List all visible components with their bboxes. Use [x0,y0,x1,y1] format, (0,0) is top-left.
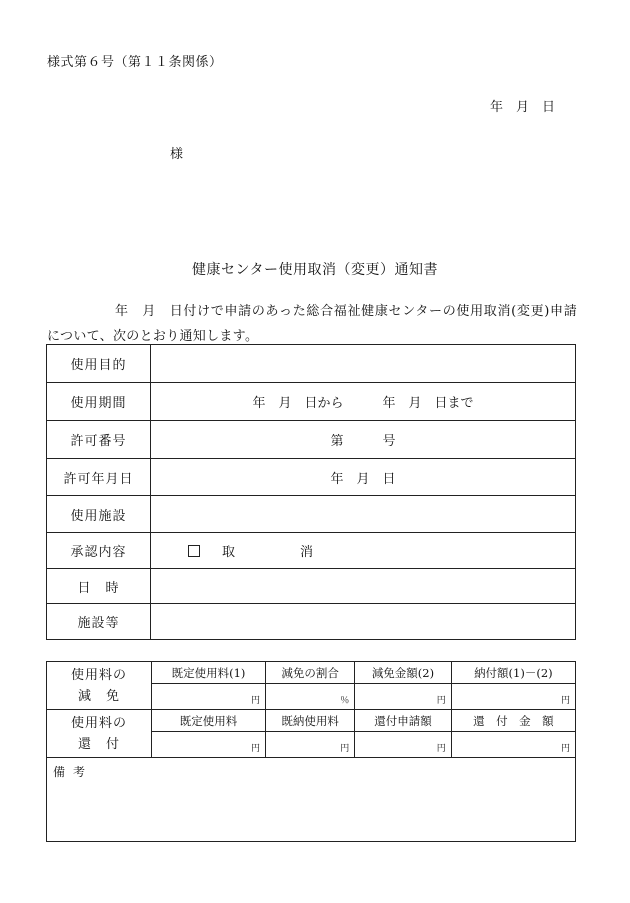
fees-table [46,661,576,842]
header-reduction-amount: 減免金額(2) [355,662,452,684]
document-title: 健康センター使用取消（変更）通知書 [192,262,438,278]
header-payment-amount: 納付額(1)－(2) [451,662,575,684]
row-approval [47,533,576,569]
remarks-field[interactable] [47,758,576,842]
unit-paid-fee[interactable]: 円 [266,732,355,758]
value-datetime[interactable] [151,569,576,604]
label-permit-number: 許可番号 [47,421,151,459]
label-period: 使用期間 [47,383,151,421]
details-table [46,344,576,640]
label-facilities-etc: 施設等 [47,604,151,640]
row-permit-number [47,421,576,459]
value-purpose[interactable] [151,345,576,383]
cancel-checkbox[interactable] [188,545,200,557]
label-approval: 承認内容 [47,533,151,569]
unit-reduction-rate[interactable]: ％ [266,684,355,710]
header-refund-amount: 還 付 金 額 [451,710,575,732]
row-facilities-etc [47,604,576,640]
row-purpose [47,345,576,383]
label-facility: 使用施設 [47,496,151,533]
row-facility [47,496,576,533]
label-refund-line1: 使用料の [70,715,127,731]
unit-standard-fee[interactable]: 円 [152,684,266,710]
addressee: 様 [170,147,184,162]
value-period[interactable]: 年 月 日から 年 月 日まで [151,383,576,421]
header-reduction-rate: 減免の割合 [266,662,355,684]
label-reduction-line1: 使用料の [70,667,127,683]
refund-header-row [47,710,576,732]
cancel-option-label: 取 消 [222,545,340,560]
value-permit-date[interactable]: 年 月 日 [151,459,576,496]
label-refund [47,710,152,758]
value-facility[interactable] [151,496,576,533]
unit-payment-amount[interactable]: 円 [451,684,575,710]
form-number: 様式第６号（第１１条関係） [47,55,223,70]
header-refund-standard-fee: 既定使用料 [152,710,266,732]
reduction-header-row [47,662,576,684]
label-reduction-line2: 減 免 [77,688,120,704]
value-permit-number[interactable]: 第 号 [151,421,576,459]
label-datetime: 日 時 [47,569,151,604]
value-approval [151,533,576,569]
label-reduction [47,662,152,710]
header-standard-fee: 既定使用料(1) [152,662,266,684]
row-datetime [47,569,576,604]
header-refund-request: 還付申請額 [355,710,452,732]
label-purpose: 使用目的 [47,345,151,383]
value-facilities-etc[interactable] [151,604,576,640]
remarks-row [47,758,576,842]
row-permit-date [47,459,576,496]
label-refund-line2: 還 付 [77,736,120,752]
notice-body: 年 月 日付けで申請のあった総合福祉健康センターの使用取消(変更)申請について、次のとおり通知します。 [47,304,577,344]
issue-date: 年 月 日 [490,100,556,115]
unit-refund-amount[interactable]: 円 [451,732,575,758]
row-period [47,383,576,421]
label-permit-date: 許可年月日 [47,459,151,496]
remarks-label: 備考 [53,765,94,779]
unit-refund-request[interactable]: 円 [355,732,452,758]
header-paid-fee: 既納使用料 [266,710,355,732]
unit-reduction-amount[interactable]: 円 [355,684,452,710]
unit-refund-standard-fee[interactable]: 円 [152,732,266,758]
